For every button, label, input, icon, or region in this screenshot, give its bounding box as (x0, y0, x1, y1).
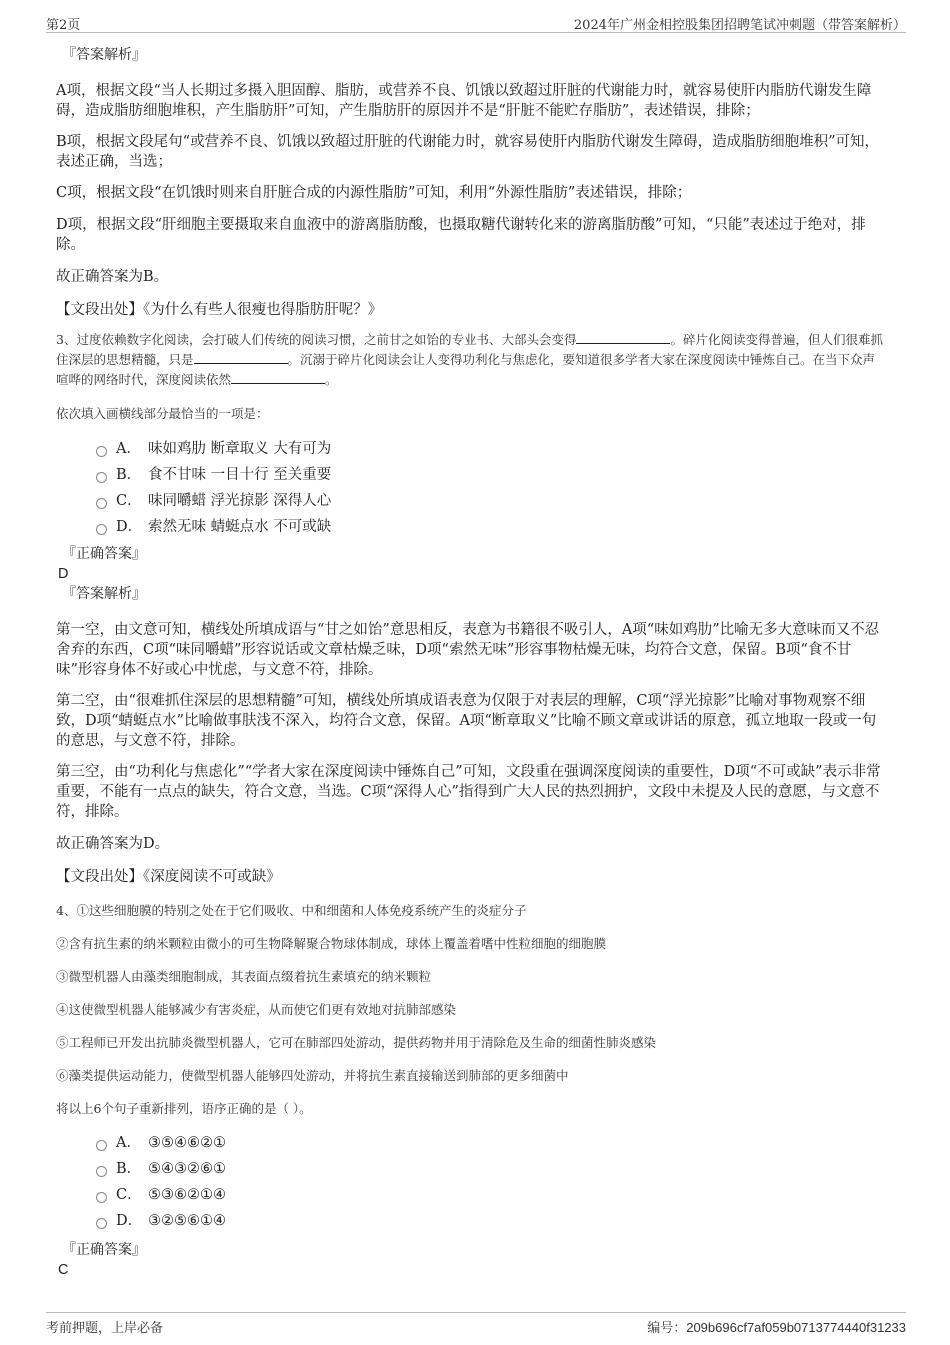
radio-icon[interactable] (96, 1218, 107, 1229)
radio-icon[interactable] (96, 1192, 107, 1203)
document-body (56, 45, 886, 1280)
blank-3 (231, 371, 325, 384)
page-footer (46, 1312, 906, 1337)
q4-sentence-6: ⑥藻类提供运动能力，使微型机器人能够四处游动，并将抗生素直接输送到肺部的更多细菌中 (56, 1068, 569, 1083)
q2-analysis-c: C项，根据文段“在饥饿时则来自肝脏合成的内源性脂肪”可知，利用“外源性脂肪”表述错误，排除； (56, 185, 692, 201)
q3-option-a[interactable]: A． 味如鸡肋 断章取义 大有可为 (96, 436, 886, 462)
document-code: 编号：209b696cf7af059b0713774440f31233 (647, 1320, 906, 1336)
radio-icon[interactable] (96, 446, 107, 457)
q2-analysis-label: 『答案解析』 (62, 47, 146, 63)
radio-icon[interactable] (96, 524, 107, 535)
blank-2 (194, 351, 288, 364)
q4-option-b[interactable]: B． ⑤④③②⑥① (96, 1156, 886, 1182)
q4-sentence-4: ④这使微型机器人能够减少有害炎症，从而使它们更有效地对抗肺部感染 (56, 1002, 457, 1017)
q2-analysis-b: B项，根据文段尾句“或营养不良、饥饿以致超过肝脏的代谢能力时，就容易使肝内脂肪代谢发生障碍，造成脂肪细胞堆积”可知，表述正确，当选； (56, 134, 879, 170)
q3-analysis-2: 第二空，由“很难抓住深层的思想精髓”可知，横线处所填成语表意为仅限于对表层的理解，C项“浮光掠影”比喻对事物观察不细致，D项“蜻蜓点水”比喻做事肤浅不深入，均符合文意，保留。A项“断章取义”比喻不顾文章或讲话的原意，孤立地取一段或一句的意思，与文意不符，排除。 (56, 693, 877, 749)
q4-answer-label: 『正确答案』 (62, 1242, 146, 1258)
q4-option-c[interactable]: C． ⑤③⑥②①④ (96, 1182, 886, 1208)
q4-options (96, 1130, 886, 1234)
q3-analysis-1: 第一空，由文意可知，横线处所填成语与“甘之如饴”意思相反，表意为书籍很不吸引人，A项“味如鸡肋”比喻无多大意味而又不忍舍弃的东西，C项“味同嚼蜡”形容说话或文章枯燥乏味，D项“索然无味”形容事物枯燥无味，均符合文意，保留。B项“食不甘味”形容身体不好或心中忧虑，与文意不符，排除。 (56, 622, 880, 678)
q3-answer-label: 『正确答案』 (62, 546, 146, 562)
q4-answer: C (58, 1262, 69, 1278)
q2-source: 【文段出处】《为什么有些人很瘦也得脂肪肝呢？》 (56, 302, 383, 318)
q3-source: 【文段出处】《深度阅读不可或缺》 (56, 869, 281, 885)
q4-sentence-2: ②含有抗生素的纳米颗粒由微小的可生物降解聚合物球体制成，球体上覆盖着嗜中性粒细胞的细胞膜 (56, 936, 607, 951)
q3-options (96, 436, 886, 540)
q3-option-d[interactable]: D． 索然无味 蜻蜓点水 不可或缺 (96, 514, 886, 540)
radio-icon[interactable] (96, 498, 107, 509)
q3-analysis-label: 『答案解析』 (62, 586, 146, 602)
footer-slogan: 考前押题，上岸必备 (46, 1321, 164, 1336)
radio-icon[interactable] (96, 472, 107, 483)
q2-analysis-a: A项，根据文段“当人长期过多摄入胆固醇、脂肪，或营养不良、饥饿以致超过肝脏的代谢能力时，就容易使肝内脂肪代谢发生障碍，造成脂肪细胞堆积，产生脂肪肝”可知，产生脂肪肝的原因并不是“肝脏不能贮存脂肪”，表述错误，排除； (56, 83, 872, 119)
q3-conclusion: 故正确答案为D。 (56, 836, 170, 852)
q4-sentence-3: ③微型机器人由藻类细胞制成，其表面点缀着抗生素填充的纳米颗粒 (56, 969, 432, 984)
radio-icon[interactable] (96, 1140, 107, 1151)
q4-option-d[interactable]: D． ③②⑤⑥①④ (96, 1208, 886, 1234)
page-number: 第2页 (46, 18, 81, 33)
q3-option-b[interactable]: B． 食不甘味 一目十行 至关重要 (96, 462, 886, 488)
q3-option-c[interactable]: C． 味同嚼蜡 浮光掠影 深得人心 (96, 488, 886, 514)
q3-answer: D (58, 566, 69, 582)
radio-icon[interactable] (96, 1166, 107, 1177)
q4-sentence-1: 4、①这些细胞膜的特别之处在于它们吸收、中和细菌和人体免疫系统产生的炎症分子 (56, 903, 527, 918)
blank-1 (576, 331, 670, 344)
q3-analysis-3: 第三空，由“功利化与焦虑化”“学者大家在深度阅读中锤炼自己”可知，文段重在强调深度阅读的重要性，D项“不可或缺”表示非常重要，不能有一点点的缺失，符合文意，当选。C项“深得人心”指得到广大人民的热烈拥护，文段中未提及人民的意愿，与文意不符，排除。 (56, 764, 881, 820)
q3-stem: 3、过度依赖数字化阅读，会打破人们传统的阅读习惯，之前甘之如饴的专业书、大部头会变得 。碎片化阅读变得普遍，但人们很难抓住深层的思想精髓，只是 。沉溺于碎片化阅读会让人变得功利化与焦虑化，要知道很多学者大家在深度阅读中锤炼自己。在当下众声喧哗的网络时代，深度阅读依然 。 (56, 332, 883, 387)
document-title: 2024年广州金相控股集团招聘笔试冲刺题（带答案解析） (573, 18, 906, 33)
q2-analysis-d: D项，根据文段“肝细胞主要摄取来自血液中的游离脂肪酸，也摄取糖代谢转化来的游离脂肪酸”可知，“只能”表述过于绝对，排除。 (56, 217, 866, 253)
page-header (46, 12, 906, 33)
q2-conclusion: 故正确答案为B。 (56, 269, 169, 285)
q4-option-a[interactable]: A． ③⑤④⑥②① (96, 1130, 886, 1156)
q3-instruction: 依次填入画横线部分最恰当的一项是： (56, 406, 269, 421)
q4-instruction: 将以上6个句子重新排列，语序正确的是（ ）。 (56, 1101, 312, 1116)
q4-sentence-5: ⑤工程师已开发出抗肺炎微型机器人，它可在肺部四处游动，提供药物并用于清除危及生命的细菌性肺炎感染 (56, 1035, 657, 1050)
